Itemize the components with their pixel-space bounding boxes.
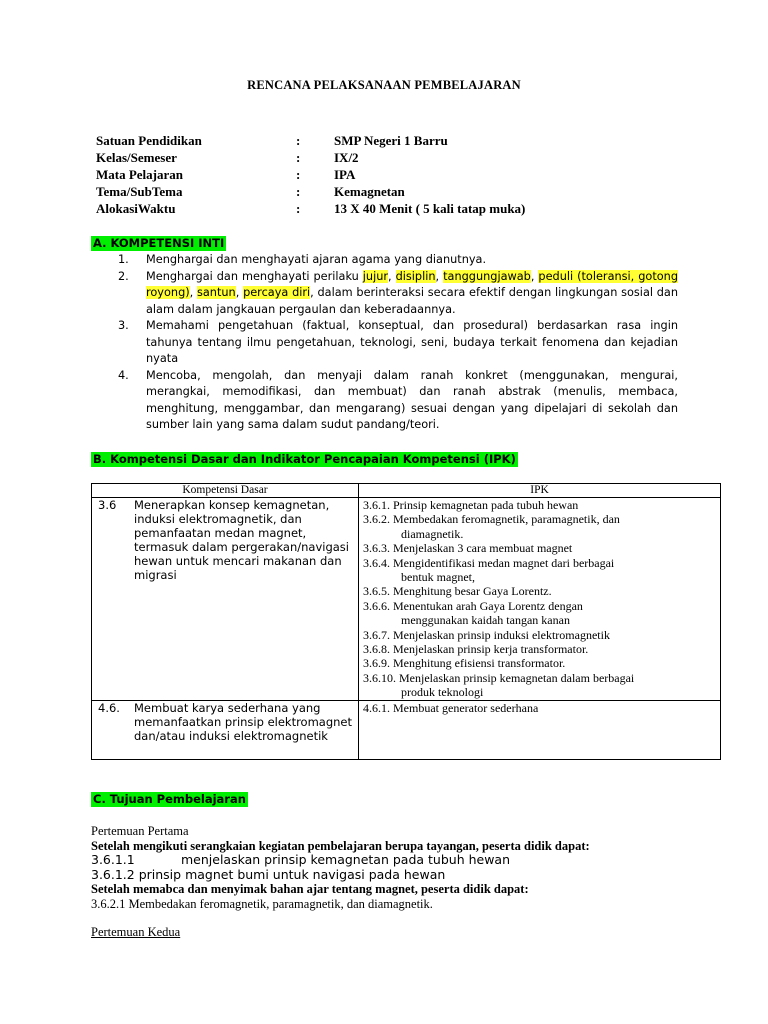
competency-table	[91, 483, 721, 760]
ipk-item: 3.6.6. Menentukan arah Gaya Lorentz dengan	[363, 598, 583, 613]
section-c-heading: C. Tujuan Pembelajaran	[93, 792, 246, 806]
kd-number: 3.6	[98, 498, 117, 512]
ipk-cell	[359, 700, 721, 759]
identity-value: IPA	[334, 167, 356, 182]
highlighted-value: jujur	[362, 269, 389, 283]
ipk-item: 3.6.5. Menghitung besar Gaya Lorentz.	[363, 584, 552, 599]
ipk-item: 3.6.1. Prinsip kemagnetan pada tubuh hewan	[363, 498, 579, 512]
kd-text: Membuat karya sederhana yang memanfaatkan prinsip elektromagnet dan/atau induksi elektromagnetik	[134, 700, 353, 743]
table-row	[92, 700, 721, 759]
goal-intro: Setelah memabca dan menyimak bahan ajar tentang magnet, peserta didik dapat:	[91, 882, 529, 896]
item-text: Menghargai dan menghayati ajaran agama yang dianutnya.	[146, 253, 487, 266]
item-text: Mencoba, mengolah, dan menyaji dalam ranah konkret (menggunakan, mengurai, merangkai, memodifikasi, dan membuat) dan ranah abstrak (menulis, membaca, menghitung, menggambar, dan mengarang) sesuai dengan yang dipelajari di sekolah dan sumber lain yang sama dalam sudut pandang/teori.	[146, 368, 678, 431]
ipk-item: 3.6.2. Membedakan feromagnetik, paramagnetik, dan	[363, 512, 620, 527]
text-run: ,	[388, 269, 396, 283]
page-title: RENCANA PELAKSANAAN PEMBELAJARAN	[247, 78, 521, 92]
ipk-item-continued: bentuk magnet,	[401, 570, 475, 585]
ipk-item: 3.6.9. Menghitung efisiensi transformator.	[363, 656, 566, 671]
identity-colon: :	[296, 150, 301, 165]
item-text	[146, 269, 678, 319]
meeting-title: Pertemuan Kedua	[91, 925, 181, 939]
ipk-item-continued: diamagnetik.	[401, 526, 464, 541]
identity-colon: :	[296, 133, 301, 148]
item-number: 3.	[118, 319, 129, 332]
section-b-heading: B. Kompetensi Dasar dan Indikator Pencapaian Kompetensi (IPK)	[93, 452, 516, 466]
text-run: ,	[235, 286, 244, 299]
list-item	[118, 318, 678, 368]
highlighted-value: disiplin	[395, 269, 436, 283]
text-run: , dalam berinteraksi secara efektif dengan lingkungan sosial dan alam dalam jangkauan pergaulan dan keberadaannya.	[146, 286, 679, 316]
goal-item	[91, 853, 731, 868]
list-item	[118, 269, 678, 319]
ipk-item: 3.6.3. Menjelaskan 3 cara membuat magnet	[363, 541, 573, 556]
identity-row	[96, 132, 525, 149]
item-number: 4.	[118, 368, 129, 382]
identity-value: IX/2	[334, 150, 359, 165]
highlighted-value: percaya diri	[243, 286, 311, 299]
text-run: ,	[189, 286, 197, 299]
identity-value: SMP Negeri 1 Barru	[334, 133, 448, 148]
text-run: Menghargai dan menghayati perilaku	[146, 269, 363, 283]
table-header-row	[92, 484, 721, 498]
learning-goals	[91, 824, 731, 940]
goal-number: 3.6.1.1	[91, 852, 135, 867]
kd-text: Menerapkan konsep kemagnetan, induksi elektromagnetik, dan pemanfaatan medan magnet, termasuk dalam pergerakan/navigasi hewan untuk mencari makanan dan migrasi	[134, 498, 349, 582]
ipk-cell	[359, 498, 721, 701]
list-item	[118, 252, 678, 269]
item-number: 1.	[118, 253, 129, 266]
identity-label: Mata Pelajaran	[96, 167, 184, 182]
goal-intro: Setelah mengikuti serangkaian kegiatan pembelajaran berupa tayangan, peserta didik dapat:	[91, 838, 590, 853]
list-item	[118, 368, 678, 434]
meeting-title: Pertemuan Pertama	[91, 824, 189, 838]
ipk-item: 4.6.1. Membuat generator sederhana	[363, 700, 539, 715]
highlighted-value: santun	[197, 286, 236, 299]
identity-value: 13 X 40 Menit ( 5 kali tatap muka)	[334, 201, 526, 216]
section-a-heading: A. KOMPETENSI INTI	[93, 236, 225, 250]
identity-value: Kemagnetan	[334, 184, 405, 199]
column-header-kd: Kompetensi Dasar	[92, 484, 359, 498]
ipk-item-continued: menggunakan kaidah tangan kanan	[401, 613, 570, 628]
item-text: Memahami pengetahuan (faktual, konseptual, dan prosedural) berdasarkan rasa ingin tahunya tentang ilmu pengetahuan, teknologi, seni, budaya terkait fenomena dan kejadian nyata	[146, 319, 678, 365]
text-run: ,	[435, 269, 444, 283]
identity-row	[96, 183, 525, 200]
ipk-item: 3.6.7. Menjelaskan prinsip induksi elektromagnetik	[363, 627, 610, 642]
kd-number: 4.6.	[98, 700, 120, 715]
goal-item: 3.6.1.2 prinsip magnet bumi untuk navigasi pada hewan	[91, 866, 446, 882]
goal-text: menjelaskan prinsip kemagnetan pada tubuh hewan	[181, 852, 511, 867]
identity-row	[96, 166, 525, 183]
text-run: ,	[530, 269, 539, 283]
identity-colon: :	[296, 184, 301, 199]
highlighted-value: tanggungjawab	[443, 269, 531, 283]
ipk-item: 3.6.8. Menjelaskan prinsip kerja transformator.	[363, 642, 589, 657]
highlighted-value: peduli (toleransi, gotong royong)	[146, 269, 678, 299]
ipk-item: 3.6.10. Menjelaskan prinsip kemagnetan dalam berbagai	[363, 670, 635, 685]
identity-label: Satuan Pendidikan	[96, 133, 202, 148]
goal-item: 3.6.2.1 Membedakan feromagnetik, paramagnetik, dan diamagnetik.	[91, 896, 433, 911]
kd-cell	[92, 700, 359, 759]
identity-colon: :	[296, 201, 301, 216]
ipk-item-continued: produk teknologi	[401, 685, 484, 700]
identity-label: AlokasiWaktu	[96, 201, 176, 216]
kompetensi-inti-list	[118, 252, 678, 434]
column-header-ipk: IPK	[359, 484, 721, 498]
kd-cell	[92, 498, 359, 701]
identity-label: Tema/SubTema	[96, 184, 183, 199]
identity-row	[96, 200, 525, 217]
identity-row	[96, 149, 525, 166]
item-number: 2.	[118, 269, 129, 283]
identity-label: Kelas/Semeser	[96, 150, 177, 165]
identity-colon: :	[296, 167, 301, 182]
table-row	[92, 498, 721, 701]
identity-block	[96, 132, 525, 217]
ipk-item: 3.6.4. Mengidentifikasi medan magnet dari berbagai	[363, 555, 615, 570]
